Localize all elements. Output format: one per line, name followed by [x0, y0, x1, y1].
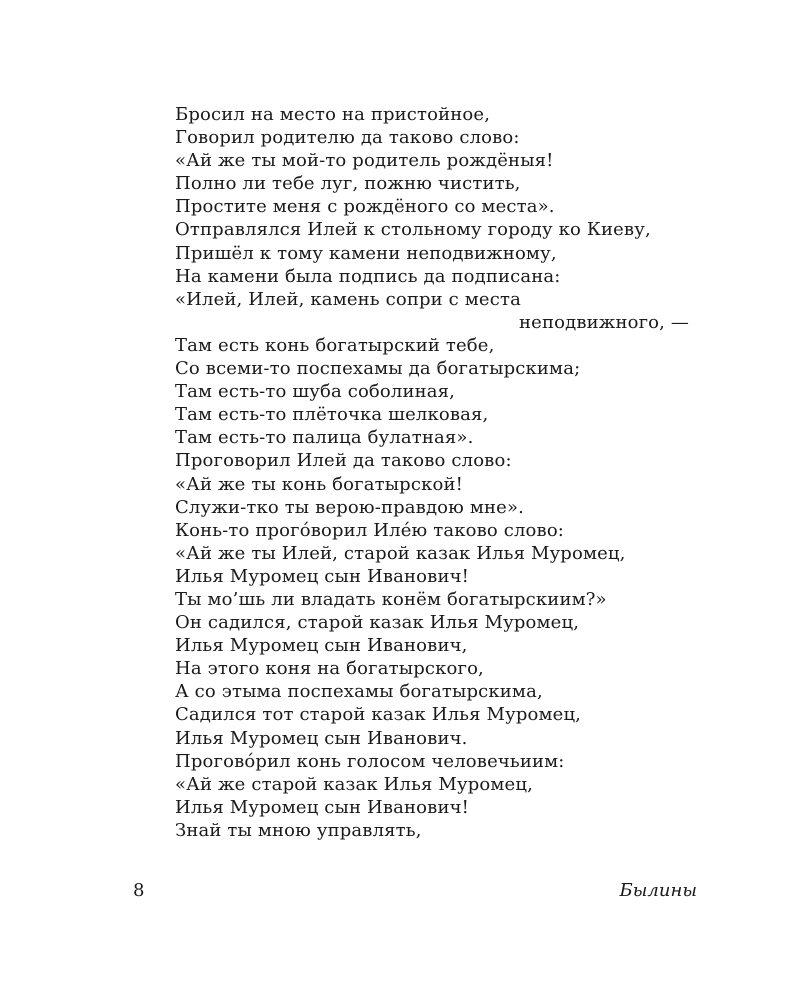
poem-line: Илья Муромец сын Иванович, — [175, 635, 468, 657]
poem-line: «Ай же ты мой-то родитель рождёныя! — [175, 150, 554, 172]
poem-line: Там есть конь богатырский тебе, — [175, 334, 495, 356]
poem-line: Илья Муромец сын Иванович. — [175, 727, 468, 749]
poem-line: Служи-тко ты верою-правдою мне». — [175, 496, 524, 518]
poem-line: Там есть-то плёточка шелковая, — [175, 404, 489, 426]
poem-line: Проговорил Илей да таково слово: — [175, 450, 512, 472]
poem-line: Конь-то прогóворил Илéю таково слово: — [175, 519, 565, 541]
poem-line: «Ай же ты Илей, старой казак Илья Муромец, — [175, 542, 626, 564]
poem-line-continuation: неподвижного, — — [519, 311, 690, 333]
poem-line: А со этыма поспехамы богатырскима, — [175, 681, 543, 703]
poem-line: Там есть-то палица булатная». — [175, 427, 474, 449]
poem-line: Со всеми-то поспехамы да богатырскима; — [175, 358, 581, 380]
poem-line: Пришёл к тому камени неподвижному, — [175, 242, 557, 264]
poem-text — [175, 103, 689, 842]
poem-line: Садился тот старой казак Илья Муромец, — [175, 704, 582, 726]
poem-line: Говорил родителю да таково слово: — [175, 127, 520, 149]
poem-line: «Илей, Илей, камень сопри с места — [175, 288, 521, 310]
poem-line: Отправлялся Илей к стольному городу ко Киеву, — [175, 219, 651, 241]
poem-line: «Ай же ты конь богатырской! — [175, 473, 463, 495]
poem-line: Знай ты мною управлять, — [175, 819, 422, 841]
poem-line: Прогово́рил конь голосом человечьиим: — [175, 750, 565, 772]
poem-line: Ты мо’шь ли владать конём богатырскиим?» — [175, 588, 607, 610]
running-title: Былины — [619, 880, 697, 901]
poem-line: На камени была подпись да подписана: — [175, 265, 561, 287]
page-number: 8 — [133, 880, 145, 901]
poem-line: Он садился, старой казак Илья Муромец, — [175, 612, 580, 634]
poem-line: Простите меня с рождёного со места». — [175, 196, 555, 218]
poem-line: Полно ли тебе луг, пожню чистить, — [175, 173, 521, 195]
poem-line: Бросил на место на пристойное, — [175, 104, 491, 125]
poem-line: Илья Муромец сын Иванович! — [175, 565, 470, 587]
poem-line: «Ай же старой казак Илья Муромец, — [175, 773, 533, 795]
poem-line: Там есть-то шуба соболиная, — [175, 381, 456, 403]
poem-line: На этого коня на богатырского, — [175, 658, 484, 680]
poem-line: Илья Муромец сын Иванович! — [175, 796, 470, 818]
